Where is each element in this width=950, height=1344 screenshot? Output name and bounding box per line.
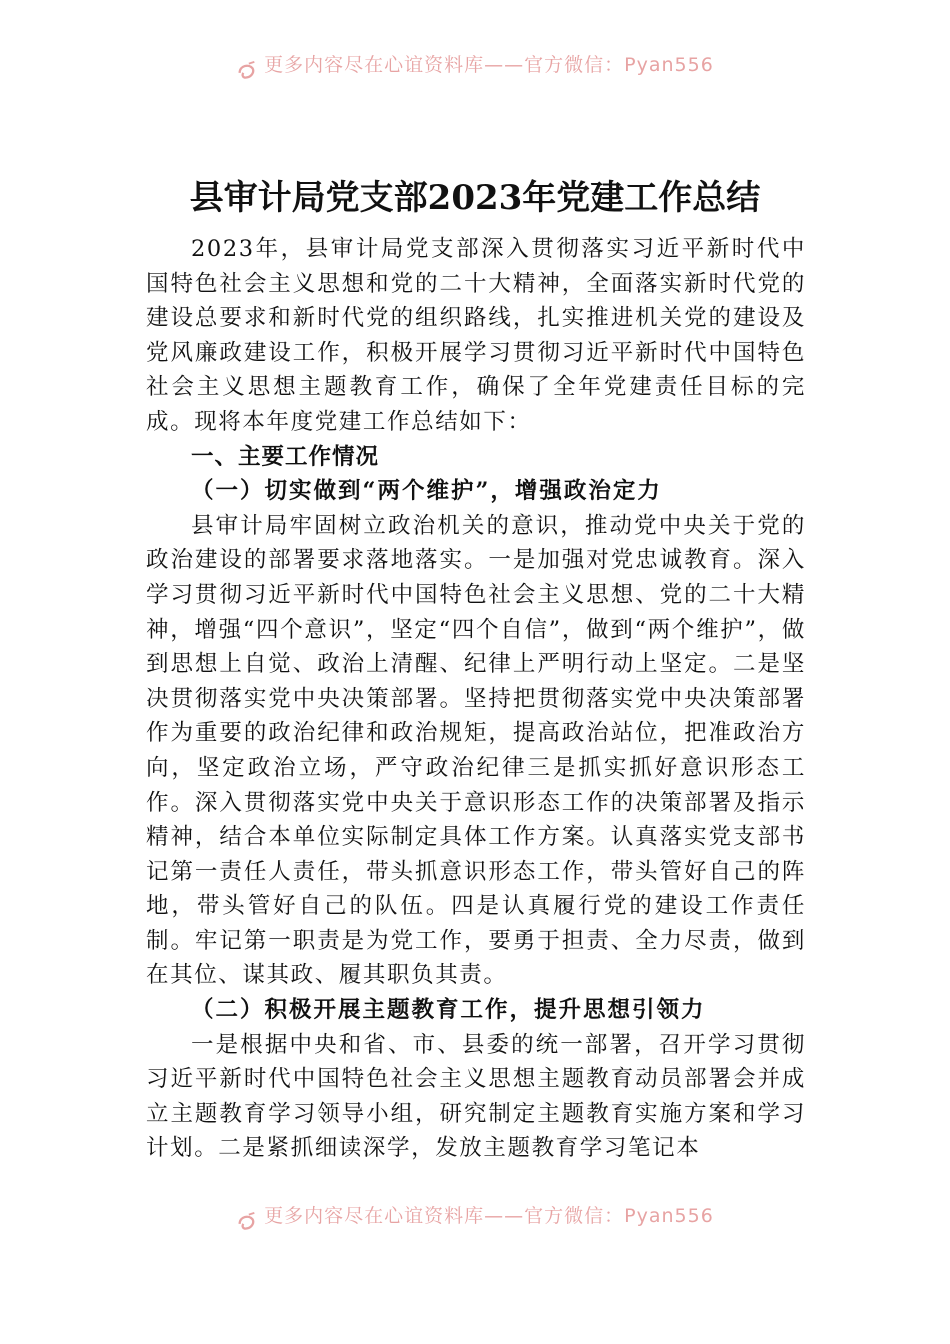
footer-watermark-text: 更多内容尽在心谊资料库——官方微信：Pyan556	[264, 1205, 714, 1227]
document-body	[146, 232, 806, 1166]
watermark-logo-icon	[236, 1211, 258, 1233]
intro-paragraph: 2023年，县审计局党支部深入贯彻落实习近平新时代中国特色社会主义思想和党的二十大精神，全面落实新时代党的建设总要求和新时代党的组织路线，扎实推进机关党的建设及党风廉政建设工作，积极开展学习贯彻习近平新时代中国特色社会主义思想主题教育工作，确保了全年党建责任目标的完成。现将本年度党建工作总结如下：	[146, 236, 806, 435]
header-watermark	[0, 54, 950, 88]
watermark-logo-icon	[236, 60, 258, 82]
subsection-1-paragraph: 县审计局牢固树立政治机关的意识，推动党中央关于党的政治建设的部署要求落地落实。一是加强对党忠诚教育。深入学习贯彻习近平新时代中国特色社会主义思想、党的二十大精神，增强“四个意识”，坚定“四个自信”，做到“两个维护”，做到思想上自觉、政治上清醒、纪律上严明行动上坚定。二是坚决贯彻落实党中央决策部署。坚持把贯彻落实党中央决策部署作为重要的政治纪律和政治规矩，提高政治站位，把准政治方向，坚定政治立场，严守政治纪律三是抓实抓好意识形态工作。深入贯彻落实党中央关于意识形态工作的决策部署及指示精神，结合本单位实际制定具体工作方案。认真落实党支部书记第一责任人责任，带头抓意识形态工作，带头管好自己的阵地，带头管好自己的队伍。四是认真履行党的建设工作责任制。牢记第一职责是为党工作，要勇于担责、全力尽责，做到在其位、谋其政、履其职负其责。	[146, 512, 806, 989]
subsection-2-paragraph: 一是根据中央和省、市、县委的统一部署，召开学习贯彻习近平新时代中国特色社会主义思想主题教育动员部署会并成立主题教育学习领导小组，研究制定主题教育实施方案和学习计划。二是紧抓细读深学，发放主题教育学习笔记本	[146, 1031, 806, 1162]
subsection-heading-2: （二）积极开展主题教育工作，提升思想引领力	[191, 997, 706, 1024]
document-title: 县审计局党支部2023年党建工作总结	[189, 178, 761, 218]
subsection-heading-1: （一）切实做到“两个维护”，增强政治定力	[191, 478, 662, 505]
footer-watermark	[0, 1205, 950, 1239]
header-watermark-text: 更多内容尽在心谊资料库——官方微信：Pyan556	[264, 54, 714, 76]
section-heading-main-work: 一、主要工作情况	[191, 443, 380, 470]
